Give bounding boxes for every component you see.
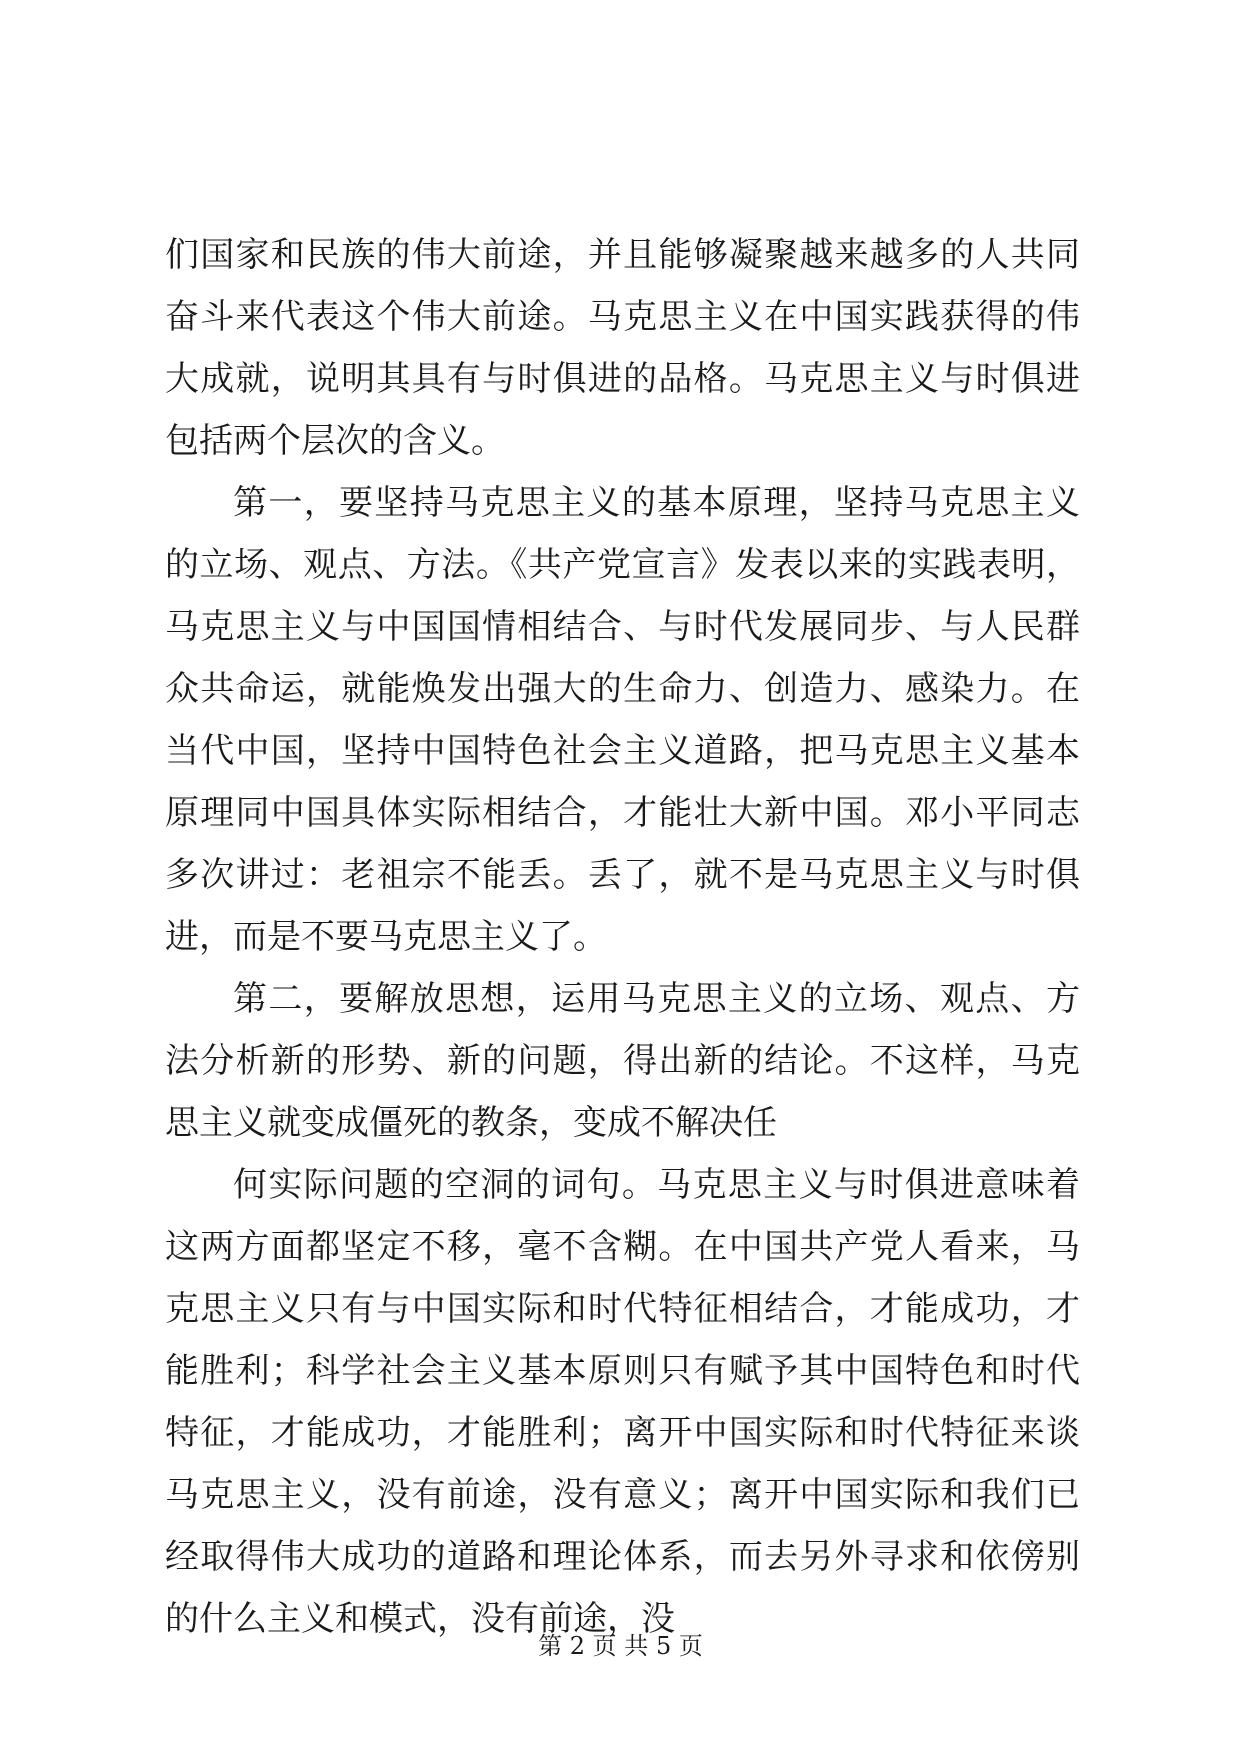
paragraph-second-point: 第二，要解放思想，运用马克思主义的立场、观点、方法分析新的形势、新的问题，得出新的结论。不这样，马克思主义就变成僵死的教条，变成不解决任 — [165, 979, 1080, 1143]
paragraph-first-point: 第一，要坚持马克思主义的基本原理，坚持马克思主义的立场、观点、方法。《共产党宣言》发表以来的实践表明，马克思主义与中国国情相结合、与时代发展同步、与人民群众共命运，就能焕发出强大的生命力、创造力、感染力。在当代中国，坚持中国特色社会主义道路，把马克思主义基本原理同中国具体实际相结合，才能壮大新中国。邓小平同志多次讲过：老祖宗不能丢。丢了，就不是马克思主义与时俱进，而是不要马克思主义了。 — [165, 483, 1080, 957]
paragraph-continuation: 们国家和民族的伟大前途，并且能够凝聚越来越多的人共同奋斗来代表这个伟大前途。马克思主义在中国实践获得的伟大成就，说明其具有与时俱进的品格。马克思主义与时俱进包括两个层次的含义。 — [165, 235, 1080, 461]
page-number-footer: 第 2 页 共 5 页 — [538, 1632, 703, 1660]
paragraph-conclusion: 何实际问题的空洞的词句。马克思主义与时俱进意味着这两方面都坚定不移，毫不含糊。在中国共产党人看来，马克思主义只有与中国实际和时代特征相结合，才能成功，才能胜利；科学社会主义基本原则只有赋予其中国特色和时代特征，才能成功，才能胜利；离开中国实际和时代特征来谈马克思主义，没有前途，没有意义；离开中国实际和我们已经取得伟大成功的道路和理论体系，而去另外寻求和依傍别的什么主义和模式，没有前途，没 — [165, 1165, 1080, 1639]
document-body — [165, 224, 1080, 1650]
